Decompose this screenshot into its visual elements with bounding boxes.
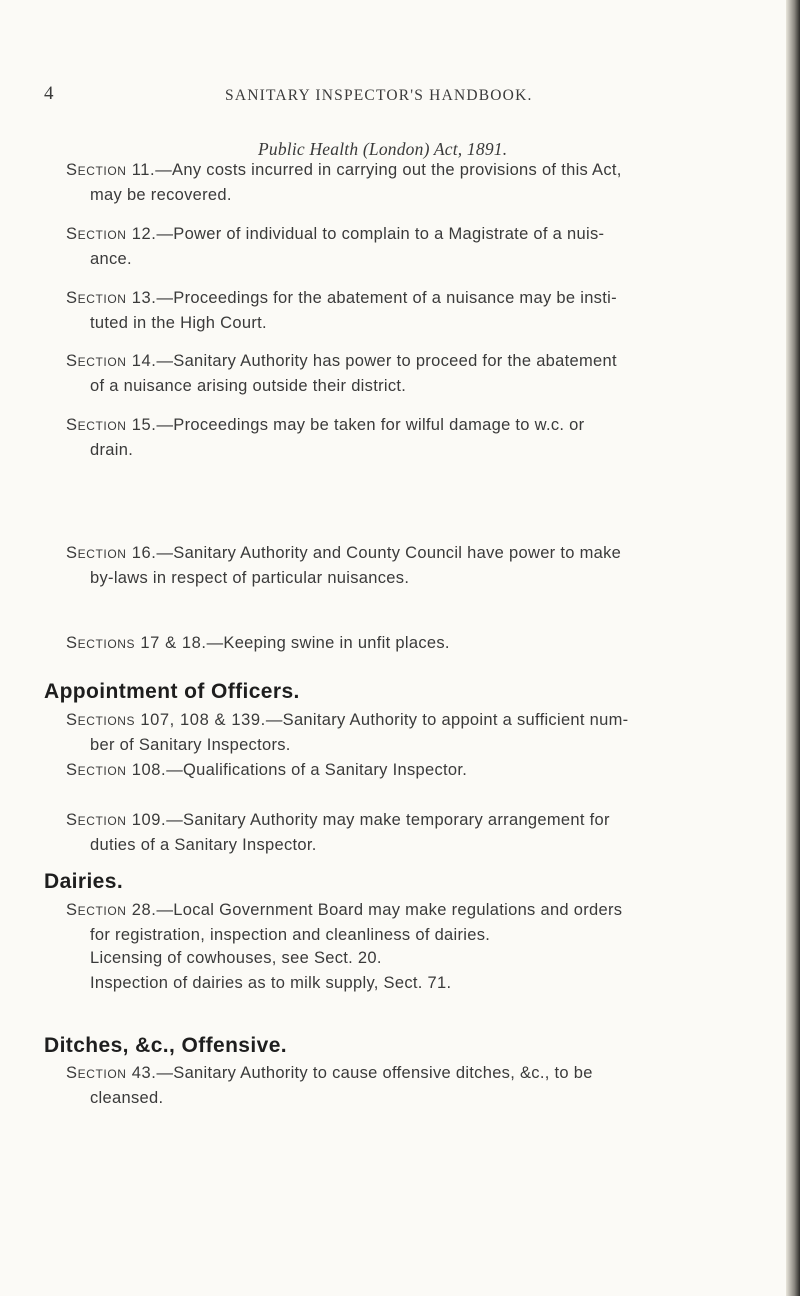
entry-text: —Sanitary Authority to appoint a sufficient num-	[265, 711, 629, 729]
section-ref: Sections 107, 108 & 139.	[66, 711, 266, 729]
running-head: SANITARY INSPECTOR'S HANDBOOK.	[225, 87, 533, 104]
section-ref: Section 16.	[66, 544, 157, 562]
entry-continuation: of a nuisance arising outside their district.	[90, 377, 407, 395]
entry-text: —Any costs incurred in carrying out the provisions of this Act,	[155, 161, 622, 179]
dairies-note-inspection: Inspection of dairies as to milk supply, Sect. 71.	[90, 974, 452, 992]
section-ref: Section 11.	[66, 161, 156, 179]
entry-section-16	[66, 541, 766, 591]
entry-continuation: for registration, inspection and cleanliness of dairies.	[90, 926, 491, 944]
entry-text: —Power of individual to complain to a Magistrate of a nuis-	[156, 225, 605, 243]
page-number: 4	[44, 83, 54, 104]
heading-appointment-of-officers: Appointment of Officers.	[44, 680, 300, 703]
page-edge-shadow	[786, 0, 800, 1296]
section-ref: Section 12.	[66, 225, 157, 243]
entry-continuation: ber of Sanitary Inspectors.	[90, 736, 291, 754]
entry-text: —Keeping swine in unfit places.	[206, 634, 450, 652]
entry-text: —Local Government Board may make regulations and orders	[156, 901, 623, 919]
heading-ditches-offensive: Ditches, &c., Offensive.	[44, 1034, 288, 1057]
entry-section-108	[66, 758, 766, 783]
section-ref: Section 14.	[66, 352, 157, 370]
entry-continuation: by-laws in respect of particular nuisances.	[90, 569, 410, 587]
entry-continuation: may be recovered.	[90, 186, 232, 204]
entry-text: —Sanitary Authority and County Council have power to make	[156, 544, 622, 562]
entry-sections-17-18	[66, 631, 766, 656]
entry-section-14	[66, 349, 766, 399]
section-ref: Section 28.	[66, 901, 157, 919]
entry-continuation: ance.	[90, 250, 132, 268]
section-ref: Section 109.	[66, 811, 167, 829]
entry-text: —Qualifications of a Sanitary Inspector.	[166, 761, 468, 779]
section-ref: Section 43.	[66, 1064, 157, 1082]
entry-continuation: tuted in the High Court.	[90, 314, 267, 332]
entry-continuation: cleansed.	[90, 1089, 164, 1107]
act-title: Public Health (London) Act, 1891.	[258, 139, 508, 159]
section-ref: Section 108.	[66, 761, 167, 779]
section-ref: Sections 17 & 18.	[66, 634, 207, 652]
entry-section-13	[66, 286, 766, 336]
entry-text: —Sanitary Authority to cause offensive ditches, &c., to be	[156, 1064, 593, 1082]
heading-dairies: Dairies.	[44, 870, 124, 893]
section-ref: Section 15.	[66, 416, 157, 434]
entry-section-43	[66, 1061, 766, 1111]
entry-continuation: drain.	[90, 441, 134, 459]
entry-text: —Proceedings for the abatement of a nuisance may be insti-	[156, 289, 617, 307]
section-ref: Section 13.	[66, 289, 157, 307]
entry-text: —Proceedings may be taken for wilful damage to w.c. or	[156, 416, 585, 434]
entry-continuation: duties of a Sanitary Inspector.	[90, 836, 317, 854]
entry-section-11	[66, 158, 766, 208]
entry-section-28	[66, 898, 766, 948]
entry-section-109	[66, 808, 766, 858]
entry-text: —Sanitary Authority may make temporary arrangement for	[166, 811, 610, 829]
entry-text: —Sanitary Authority has power to proceed for the abatement	[156, 352, 617, 370]
entry-sections-107-108-139	[66, 708, 766, 758]
entry-section-15	[66, 413, 766, 463]
dairies-note-licensing: Licensing of cowhouses, see Sect. 20.	[90, 949, 382, 967]
entry-section-12	[66, 222, 766, 272]
